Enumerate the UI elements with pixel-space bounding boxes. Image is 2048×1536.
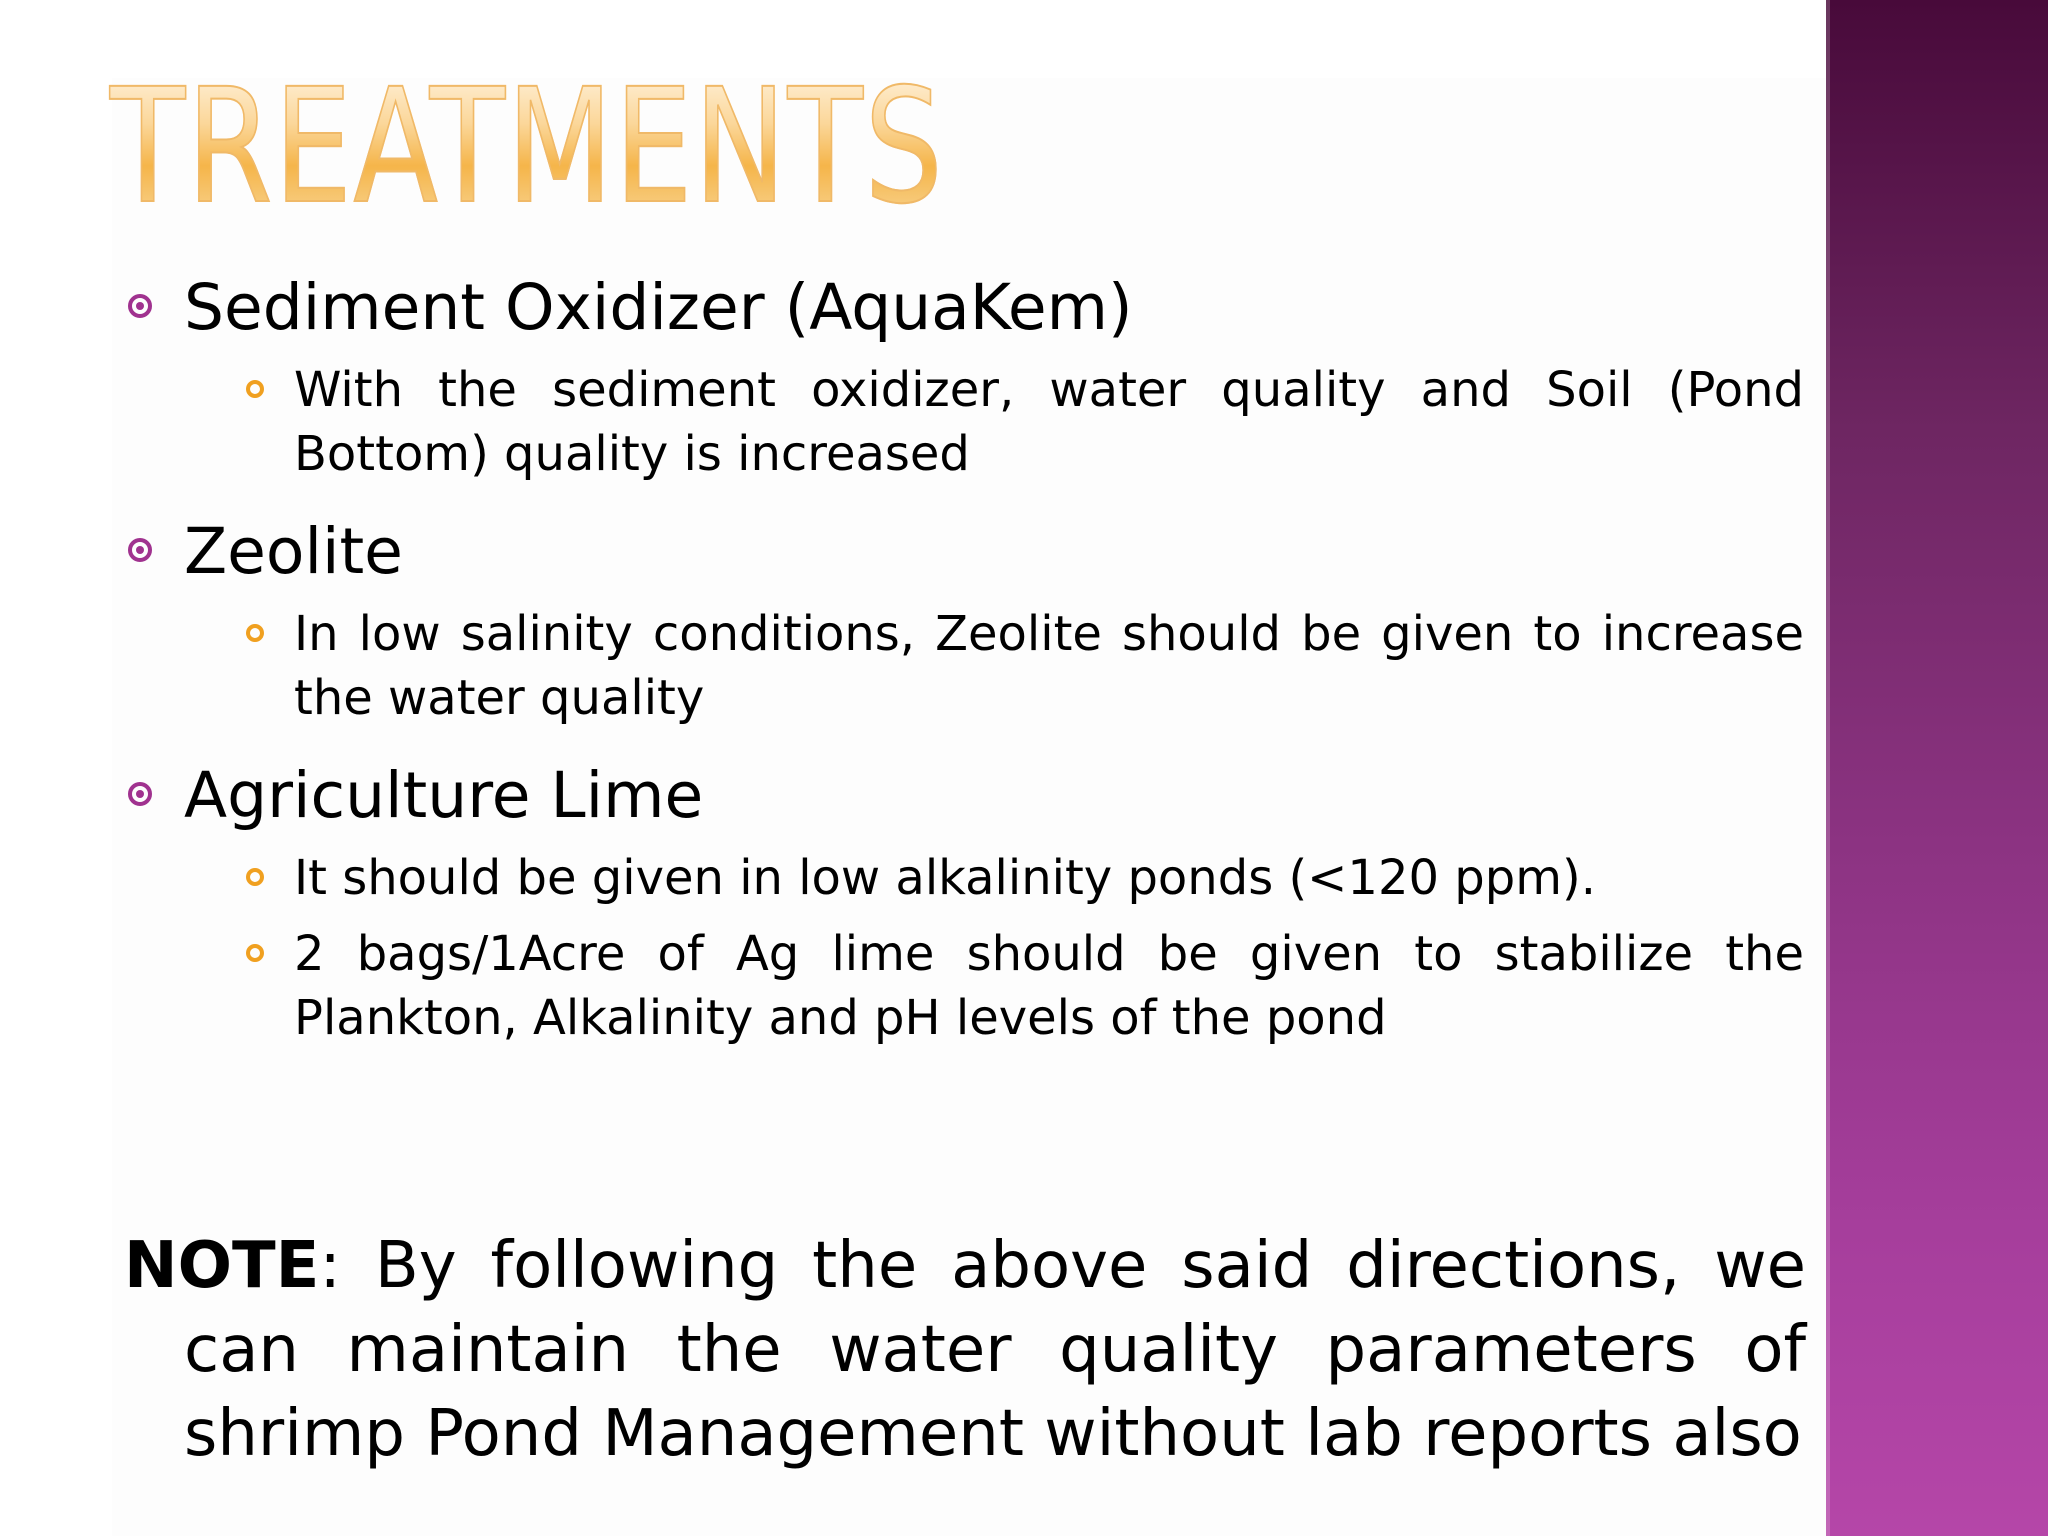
sub-bullet-text: With the sediment oxidizer, water quality and Soil (Pond Bottom) quality is increased	[294, 362, 1804, 482]
bullet-list	[128, 270, 1808, 1050]
sub-bullet-text: It should be given in low alkalinity ponds (<120 ppm).	[294, 850, 1596, 906]
sub-bullet-text: 2 bags/1Acre of Ag lime should be given to stabilize the Plankton, Alkalinity and pH levels of the pond	[294, 926, 1804, 1046]
circled-dot-icon	[128, 782, 152, 806]
ring-icon	[246, 624, 264, 642]
bullet-zeolite	[128, 514, 1808, 590]
bullet-agriculture-lime	[128, 758, 1808, 834]
ring-icon	[246, 944, 264, 962]
sub-bullet-lime-dosage	[128, 922, 1804, 1050]
ring-icon	[246, 380, 264, 398]
decorative-side-bar	[1826, 0, 2048, 1536]
note-text: : By following the above said directions, we can maintain the water quality parameters of shrimp Pond Management without lab reports also	[184, 1229, 1806, 1471]
sub-bullet-sediment-oxidizer	[128, 358, 1804, 486]
sub-bullet-zeolite	[128, 602, 1804, 730]
bullet-heading: Sediment Oxidizer (AquaKem)	[184, 271, 1133, 344]
note-label: NOTE	[124, 1229, 320, 1303]
sub-bullet-alkalinity	[128, 846, 1804, 910]
slide-title: TREATMENTS	[110, 55, 945, 239]
bullet-heading: Agriculture Lime	[184, 759, 704, 832]
circled-dot-icon	[128, 294, 152, 318]
sub-bullet-text: In low salinity conditions, Zeolite should be given to increase the water quality	[294, 606, 1804, 726]
ring-icon	[246, 868, 264, 886]
bullet-sediment-oxidizer	[128, 270, 1808, 346]
note-paragraph	[124, 1224, 1806, 1476]
bullet-heading: Zeolite	[184, 515, 403, 588]
side-bar-edge	[1826, 0, 1830, 1536]
circled-dot-icon	[128, 538, 152, 562]
